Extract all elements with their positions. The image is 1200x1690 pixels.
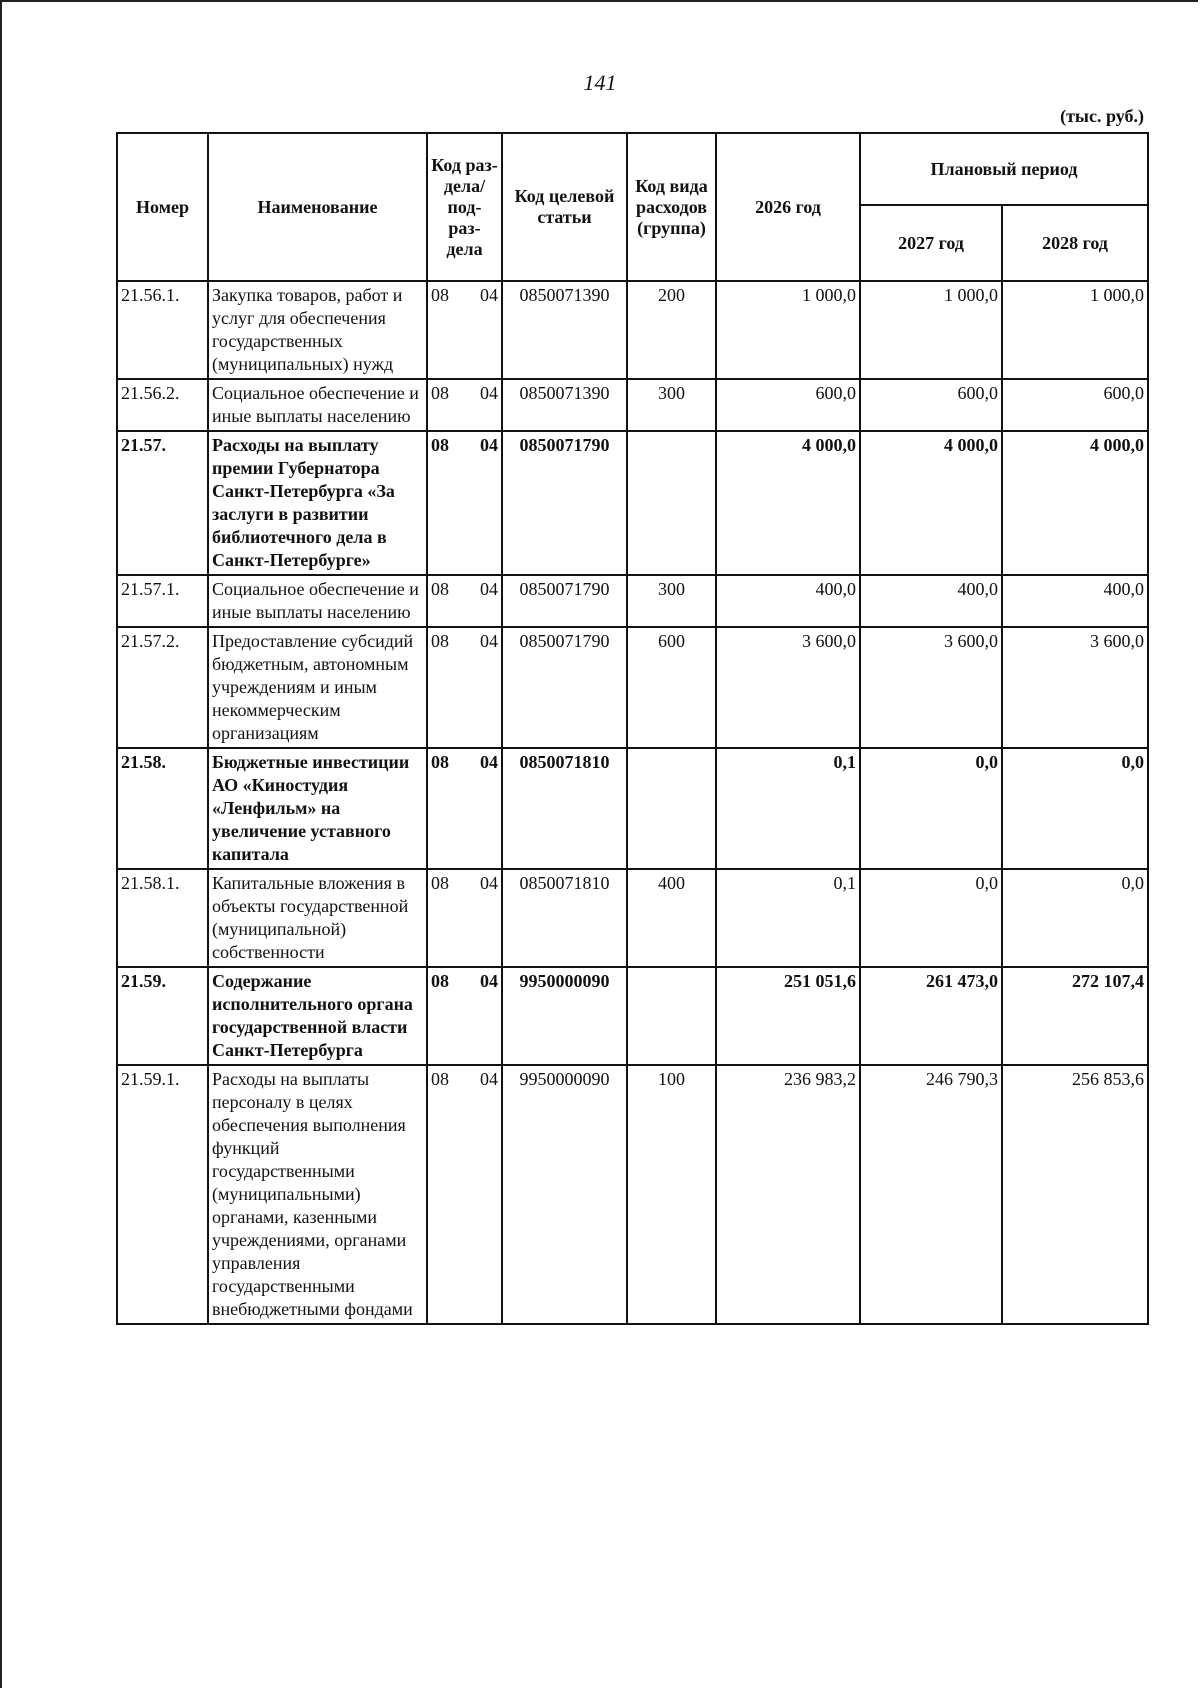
- row-section: 08: [431, 435, 449, 455]
- row-amount-2027: 600,0: [860, 379, 1002, 431]
- row-subsection: 04: [480, 383, 498, 403]
- row-subsection: 04: [480, 285, 498, 305]
- row-amount-2027: 1 000,0: [860, 281, 1002, 379]
- row-section: 08: [431, 752, 449, 772]
- row-amount-2028: 1 000,0: [1002, 281, 1148, 379]
- row-section-code: [427, 1065, 502, 1324]
- row-number: 21.56.2.: [117, 379, 208, 431]
- row-amount-2026: 0,1: [716, 869, 860, 967]
- row-name: Расходы на выплату премии Губернатора Санкт-Петербурга «За заслуги в развитии библиотечного дела в Санкт-Петербурге»: [208, 431, 427, 575]
- row-section-code: [427, 967, 502, 1065]
- row-name: Предоставление субсидий бюджетным, автономным учреждениям и иным некоммерческим организациям: [208, 627, 427, 748]
- row-section-code: [427, 431, 502, 575]
- row-name: Капитальные вложения в объекты государственной (муниципальной) собственности: [208, 869, 427, 967]
- row-subsection: 04: [480, 579, 498, 599]
- row-amount-2026: 236 983,2: [716, 1065, 860, 1324]
- row-section-code: [427, 281, 502, 379]
- budget-table: [116, 132, 1149, 1325]
- table-row: [117, 379, 1148, 431]
- page-number: 141: [583, 70, 617, 95]
- row-section-code: [427, 869, 502, 967]
- row-amount-2026: 600,0: [716, 379, 860, 431]
- row-section-code: [427, 379, 502, 431]
- row-amount-2028: 0,0: [1002, 869, 1148, 967]
- row-amount-2027: 261 473,0: [860, 967, 1002, 1065]
- row-expense-type: 300: [627, 379, 716, 431]
- row-name: Расходы на выплаты персоналу в целях обеспечения выполнения функций государственными (муниципальными) органами, казенными учреждениями, органами управления государственными внебюджетными фондами: [208, 1065, 427, 1324]
- row-number: 21.59.: [117, 967, 208, 1065]
- row-expense-type: [627, 431, 716, 575]
- row-number: 21.58.1.: [117, 869, 208, 967]
- row-section: 08: [431, 383, 449, 403]
- row-section: 08: [431, 873, 449, 893]
- row-amount-2026: 400,0: [716, 575, 860, 627]
- row-amount-2026: 3 600,0: [716, 627, 860, 748]
- row-amount-2028: 272 107,4: [1002, 967, 1148, 1065]
- header-year-2026: 2026 год: [716, 133, 860, 281]
- row-section-code: [427, 627, 502, 748]
- row-number: 21.57.2.: [117, 627, 208, 748]
- row-expense-type: 200: [627, 281, 716, 379]
- row-subsection: 04: [480, 752, 498, 772]
- table-row: [117, 967, 1148, 1065]
- row-amount-2028: 400,0: [1002, 575, 1148, 627]
- row-amount-2027: 0,0: [860, 748, 1002, 869]
- row-amount-2028: 600,0: [1002, 379, 1148, 431]
- row-amount-2027: 3 600,0: [860, 627, 1002, 748]
- row-name: Бюджетные инвестиции АО «Киностудия «Ленфильм» на увеличение уставного капитала: [208, 748, 427, 869]
- row-section: 08: [431, 631, 449, 651]
- units-label: (тыс. руб.): [1060, 106, 1144, 126]
- row-number: 21.58.: [117, 748, 208, 869]
- header-section-code: Код раз- дела/ под- раз- дела: [427, 133, 502, 281]
- row-amount-2028: 4 000,0: [1002, 431, 1148, 575]
- row-name: Социальное обеспечение и иные выплаты населению: [208, 575, 427, 627]
- row-amount-2026: 1 000,0: [716, 281, 860, 379]
- row-amount-2027: 4 000,0: [860, 431, 1002, 575]
- row-section: 08: [431, 971, 449, 991]
- row-amount-2026: 0,1: [716, 748, 860, 869]
- row-name: Содержание исполнительного органа государственной власти Санкт-Петербурга: [208, 967, 427, 1065]
- row-subsection: 04: [480, 971, 498, 991]
- table-row: [117, 575, 1148, 627]
- header-year-2027: 2027 год: [860, 205, 1002, 281]
- row-name: Закупка товаров, работ и услуг для обеспечения государственных (муниципальных) нужд: [208, 281, 427, 379]
- row-target-code: 0850071790: [502, 575, 627, 627]
- row-target-code: 0850071790: [502, 627, 627, 748]
- table-row: [117, 431, 1148, 575]
- row-target-code: 0850071810: [502, 869, 627, 967]
- row-section: 08: [431, 285, 449, 305]
- row-target-code: 9950000090: [502, 1065, 627, 1324]
- row-amount-2028: 0,0: [1002, 748, 1148, 869]
- table-row: [117, 627, 1148, 748]
- row-subsection: 04: [480, 873, 498, 893]
- row-expense-type: [627, 748, 716, 869]
- row-subsection: 04: [480, 435, 498, 455]
- row-amount-2026: 251 051,6: [716, 967, 860, 1065]
- table-row: [117, 748, 1148, 869]
- row-number: 21.59.1.: [117, 1065, 208, 1324]
- table-body: [117, 281, 1148, 1324]
- header-number: Номер: [117, 133, 208, 281]
- row-number: 21.56.1.: [117, 281, 208, 379]
- row-amount-2027: 246 790,3: [860, 1065, 1002, 1324]
- table-header: [117, 133, 1148, 281]
- table-row: [117, 281, 1148, 379]
- row-expense-type: 400: [627, 869, 716, 967]
- row-target-code: 0850071790: [502, 431, 627, 575]
- row-section: 08: [431, 1069, 449, 1089]
- header-planned-period: Плановый период: [860, 133, 1148, 205]
- row-section: 08: [431, 579, 449, 599]
- header-name: Наименование: [208, 133, 427, 281]
- row-section-code: [427, 748, 502, 869]
- row-amount-2028: 3 600,0: [1002, 627, 1148, 748]
- row-section-code: [427, 575, 502, 627]
- row-expense-type: 600: [627, 627, 716, 748]
- row-target-code: 0850071390: [502, 379, 627, 431]
- row-number: 21.57.1.: [117, 575, 208, 627]
- row-expense-type: 300: [627, 575, 716, 627]
- row-expense-type: [627, 967, 716, 1065]
- row-target-code: 0850071810: [502, 748, 627, 869]
- row-expense-type: 100: [627, 1065, 716, 1324]
- header-expense-type: Код вида расходов (группа): [627, 133, 716, 281]
- row-amount-2028: 256 853,6: [1002, 1065, 1148, 1324]
- row-amount-2027: 400,0: [860, 575, 1002, 627]
- row-subsection: 04: [480, 631, 498, 651]
- table-row: [117, 1065, 1148, 1324]
- header-year-2028: 2028 год: [1002, 205, 1148, 281]
- table-row: [117, 869, 1148, 967]
- header-target-code: Код целевой статьи: [502, 133, 627, 281]
- row-amount-2027: 0,0: [860, 869, 1002, 967]
- row-number: 21.57.: [117, 431, 208, 575]
- row-name: Социальное обеспечение и иные выплаты населению: [208, 379, 427, 431]
- row-amount-2026: 4 000,0: [716, 431, 860, 575]
- row-subsection: 04: [480, 1069, 498, 1089]
- row-target-code: 9950000090: [502, 967, 627, 1065]
- row-target-code: 0850071390: [502, 281, 627, 379]
